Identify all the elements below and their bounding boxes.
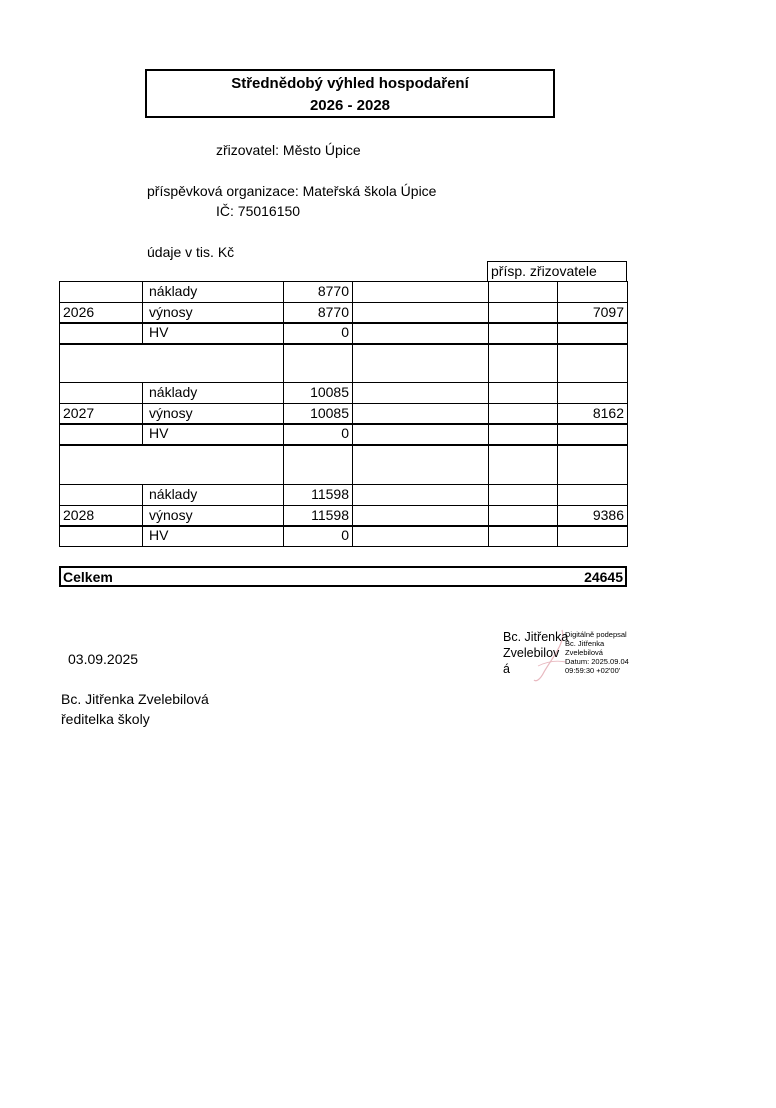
row-label: HV [142,525,284,547]
ico-text: IČ: 75016150 [216,203,301,219]
units-text: údaje v tis. Kč [147,244,235,260]
row-value: 11598 [283,505,353,527]
row-value: 0 [283,322,353,344]
row-contribution: 7097 [557,302,628,324]
year-cell: 2027 [59,403,143,425]
spacer-cell [488,445,558,485]
row-contribution [557,525,628,547]
row-label: výnosy [142,302,284,324]
spacer-cell [352,445,489,485]
row-value: 0 [283,423,353,445]
table-cell [352,322,489,344]
table-cell [352,423,489,445]
table-cell [488,382,558,404]
total-label: Celkem [63,569,113,585]
total-row [59,566,627,587]
sig-meta-line1: Digitálně podepsal [565,630,627,639]
sig-name-line3: á [503,662,510,676]
table-cell [488,423,558,445]
sig-meta-line4: Datum: 2025.09.04 [565,657,629,666]
row-value: 0 [283,525,353,547]
table-cell [59,322,143,344]
row-label: HV [142,423,284,445]
row-contribution [557,281,628,303]
signer-role: ředitelka školy [61,711,150,727]
row-value: 10085 [283,403,353,425]
sig-name-line1: Bc. Jitřenka [503,630,569,644]
table-cell [488,484,558,506]
sig-name-line2: Zvelebilov [503,646,560,660]
sig-meta-line2: Bc. Jitřenka [565,639,605,648]
row-label: výnosy [142,403,284,425]
table-cell [352,302,489,324]
row-value: 8770 [283,302,353,324]
spacer-cell [59,344,284,383]
date-text: 03.09.2025 [68,651,139,667]
sig-meta-line5: 09:59:30 +02'00' [565,666,621,675]
table-cell [352,484,489,506]
row-contribution [557,322,628,344]
row-label: náklady [142,382,284,404]
spacer-cell [557,445,628,485]
spacer-cell [557,344,628,383]
row-value: 8770 [283,281,353,303]
row-contribution [557,423,628,445]
row-contribution [557,484,628,506]
row-label: náklady [142,484,284,506]
table-cell [59,382,143,404]
signer-name: Bc. Jitřenka Zvelebilová [61,691,209,707]
table-cell [352,505,489,527]
founder-text: zřizovatel: Město Úpice [216,142,361,158]
table-cell [352,382,489,404]
total-value: 24645 [584,569,623,585]
table-cell [488,505,558,527]
sig-meta-line3: Zvelebilová [565,648,603,657]
row-label: náklady [142,281,284,303]
spacer-cell [352,344,489,383]
table-cell [59,525,143,547]
page-subtitle-years: 2026 - 2028 [309,97,391,114]
header-contribution: přísp. zřizovatele [487,261,627,282]
page-title: Střednědobý výhled hospodaření [231,75,469,92]
row-contribution [557,382,628,404]
year-cell: 2028 [59,505,143,527]
row-label: HV [142,322,284,344]
spacer-cell [59,445,284,485]
table-cell [59,423,143,445]
table-cell [59,281,143,303]
table-cell [488,281,558,303]
row-label: výnosy [142,505,284,527]
spacer-cell [283,445,353,485]
table-cell [488,302,558,324]
title-box [145,69,555,118]
year-cell: 2026 [59,302,143,324]
row-value: 10085 [283,382,353,404]
table-cell [352,525,489,547]
row-contribution: 9386 [557,505,628,527]
spacer-cell [283,344,353,383]
row-value: 11598 [283,484,353,506]
table-cell [352,281,489,303]
table-cell [488,525,558,547]
row-contribution: 8162 [557,403,628,425]
spacer-cell [488,344,558,383]
table-cell [352,403,489,425]
table-cell [488,403,558,425]
organization-text: příspěvková organizace: Mateřská škola Úpice [147,183,437,199]
table-cell [488,322,558,344]
table-cell [59,484,143,506]
